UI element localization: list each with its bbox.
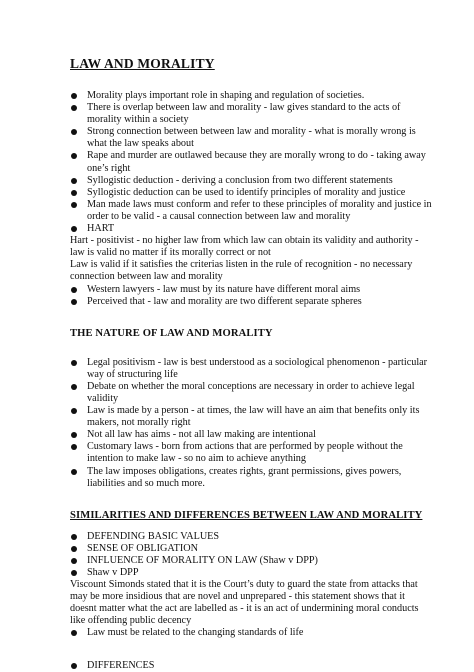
list-item: Not all law has aims - not all law making are intentional: [70, 429, 434, 441]
list-item: SENSE OF OBLIGATION: [70, 543, 434, 555]
list-item: Morality plays important role in shaping and regulation of societies.: [70, 90, 434, 102]
bullet-icon: [71, 93, 77, 99]
list-item: There is overlap between law and morality - law gives standard to the acts of morality within a society: [70, 102, 434, 126]
bullet-icon: [71, 178, 77, 184]
bullet-icon: [71, 444, 77, 450]
nature-list: [70, 357, 434, 490]
bullet-icon: [71, 153, 77, 159]
bullet-icon: [71, 558, 77, 564]
list-item: Legal positivism - law is best understood as a sociological phenomenon - particular way of structuring life: [70, 357, 434, 381]
western-list: [70, 284, 434, 308]
bullet-icon: [71, 546, 77, 552]
bullet-icon: [71, 663, 77, 669]
bullet-icon: [71, 299, 77, 305]
list-item: INFLUENCE OF MORALITY ON LAW (Shaw v DPP): [70, 555, 434, 567]
bullet-icon: [71, 287, 77, 293]
bullet-icon: [71, 384, 77, 390]
bullet-icon: [71, 105, 77, 111]
list-item: Strong connection between between law and morality - what is morally wrong is what the law speaks about: [70, 126, 434, 150]
bullet-icon: [71, 432, 77, 438]
section-heading-nature: THE NATURE OF LAW AND MORALITY: [70, 327, 273, 339]
list-item: Law is made by a person - at times, the law will have an aim that benefits only its makers, not morally right: [70, 405, 434, 429]
bullet-icon: [71, 202, 77, 208]
list-item: Rape and murder are outlawed because they are morally wrong to do - taking away one’s right: [70, 150, 434, 174]
list-item: Syllogistic deduction - deriving a conclusion from two different statements: [70, 175, 434, 187]
bullet-icon: [71, 469, 77, 475]
intro-list: [70, 90, 434, 235]
list-item: Law must be related to the changing standards of life: [70, 627, 434, 639]
viscount-paragraph: Viscount Simonds stated that it is the Court’s duty to guard the state from attacks that may be more insidious that are novel and unprepared - this statement shows that it doesnt matter what the act are labelled as - it is an act of undermining moral conducts like offending public decency: [70, 579, 419, 627]
list-item: Perceived that - law and morality are two different separate spheres: [70, 296, 434, 308]
list-item: Debate on whether the moral conceptions are necessary in order to achieve legal validity: [70, 381, 434, 405]
bullet-icon: [71, 226, 77, 232]
bullet-icon: [71, 630, 77, 636]
bullet-icon: [71, 408, 77, 414]
bullet-icon: [71, 570, 77, 576]
list-item: HART: [70, 223, 434, 235]
bullet-icon: [71, 534, 77, 540]
list-item: DIFFERENCES: [70, 660, 434, 672]
section-heading-similarities: SIMILARITIES AND DIFFERENCES BETWEEN LAW AND MORALITY: [70, 509, 423, 521]
list-item: The law imposes obligations, creates rights, grant permissions, gives powers, liabilities and so much more.: [70, 466, 434, 490]
list-item: Shaw v DPP: [70, 567, 434, 579]
bullet-icon: [71, 360, 77, 366]
list-item: Man made laws must conform and refer to these principles of morality and justice in order to be valid - a causal connection between law and morality: [70, 199, 434, 223]
list-item: DEFENDING BASIC VALUES: [70, 531, 434, 543]
similarities-list: [70, 531, 434, 579]
validity-paragraph: Law is valid if it satisfies the criterias listen in the rule of recognition - no necessary connection between law and morality: [70, 259, 413, 283]
bullet-icon: [71, 129, 77, 135]
list-item: Customary laws - born from actions that are performed by people without the intention to make law - so no aim to achieve anything: [70, 441, 434, 465]
bullet-icon: [71, 190, 77, 196]
list-item: Syllogistic deduction can be used to identify principles of morality and justice: [70, 187, 434, 199]
page-title: LAW AND MORALITY: [70, 56, 215, 71]
changing-list: [70, 627, 434, 639]
hart-paragraph: Hart - positivist - no higher law from which law can obtain its validity and authority - law is valid no matter if its morally correct or not: [70, 235, 419, 259]
list-item: Western lawyers - law must by its nature have different moral aims: [70, 284, 434, 296]
